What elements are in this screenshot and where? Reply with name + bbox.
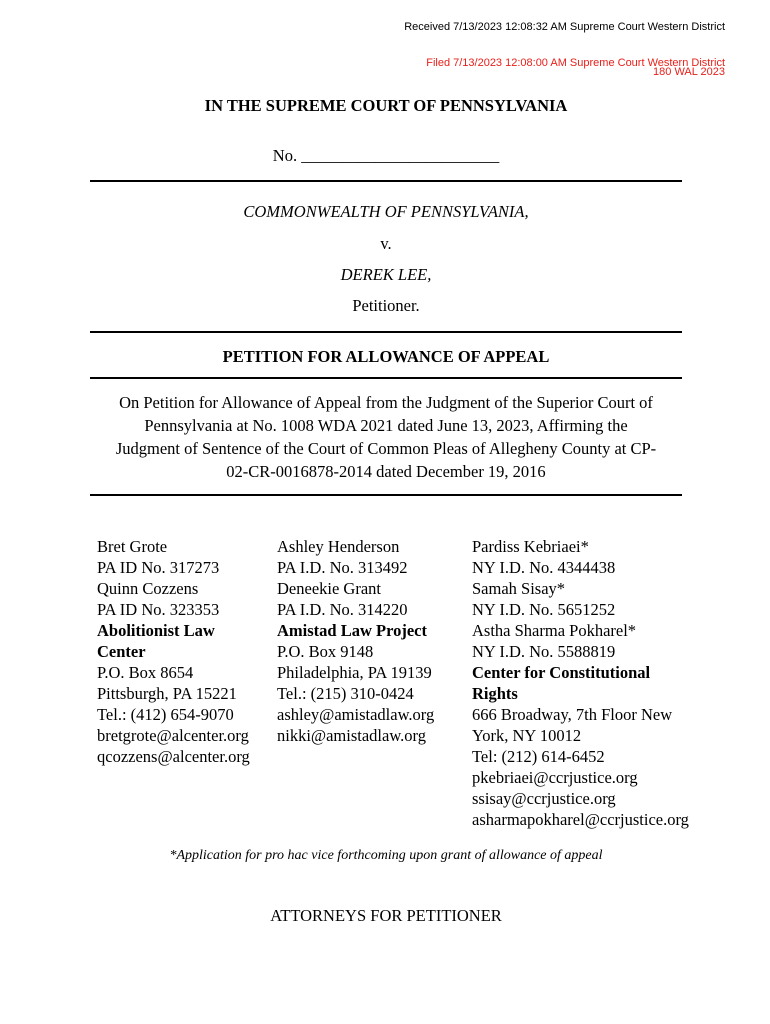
counsel-line: nikki@amistadlaw.org: [277, 726, 427, 745]
counsel-line: Pittsburgh, PA 15221: [97, 684, 237, 703]
petition-subtitle: [90, 391, 682, 483]
counsel-line: NY I.D. No. 4344438: [472, 558, 616, 577]
counsel-line: PA ID No. 317273: [97, 558, 220, 577]
filed-docket-number: 180 WAL 2023: [653, 66, 725, 78]
filed-stamp: Filed 7/13/2023 12:08:00 AM Supreme Court Western District: [426, 57, 725, 69]
subtitle-line: Judgment of Sentence of the Court of Common Pleas of Allegheny County at CP-: [115, 439, 657, 458]
counsel-line: 666 Broadway, 7th Floor New: [472, 705, 673, 724]
counsel-line: PA I.D. No. 313492: [277, 558, 408, 577]
docket-number: No. ________________________: [272, 146, 500, 165]
counsel-line: Rights: [472, 684, 518, 703]
counsel-block-abolitionist-law-center: [97, 536, 267, 767]
counsel-line: NY I.D. No. 5588819: [472, 642, 616, 661]
counsel-line: PA I.D. No. 314220: [277, 600, 408, 619]
counsel-line: Ashley Henderson: [277, 537, 400, 556]
caption-role: Petitioner.: [352, 296, 420, 315]
subtitle-line: Pennsylvania at No. 1008 WDA 2021 dated June 13, 2023, Affirming the: [144, 416, 628, 435]
footnote: *Application for pro hac vice forthcoming upon grant of allowance of appeal: [169, 848, 603, 863]
counsel-line: Tel: (212) 614-6452: [472, 747, 605, 766]
counsel-line: Pardiss Kebriaei*: [472, 537, 589, 556]
counsel-line: NY I.D. No. 5651252: [472, 600, 616, 619]
counsel-line: Abolitionist Law: [97, 621, 215, 640]
counsel-line: Center: [97, 642, 146, 661]
caption-party-respondent: COMMONWEALTH OF PENNSYLVANIA,: [243, 202, 529, 221]
counsel-line: P.O. Box 8654: [97, 663, 194, 682]
court-title: IN THE SUPREME COURT OF PENNSYLVANIA: [204, 96, 568, 115]
divider: [90, 180, 682, 182]
divider: [90, 377, 682, 379]
counsel-block-center-for-constitutional-rights: [472, 536, 712, 830]
counsel-line: Tel.: (215) 310-0424: [277, 684, 414, 703]
subtitle-line: 02-CR-0016878-2014 dated December 19, 2016: [226, 462, 546, 481]
counsel-line: Philadelphia, PA 19139: [277, 663, 432, 682]
counsel-line: Quinn Cozzens: [97, 579, 199, 598]
divider: [90, 331, 682, 333]
counsel-line: P.O. Box 9148: [277, 642, 374, 661]
caption-party-petitioner: DEREK LEE,: [340, 265, 432, 284]
counsel-line: Samah Sisay*: [472, 579, 566, 598]
counsel-line: Amistad Law Project: [277, 621, 427, 640]
attorneys-label: ATTORNEYS FOR PETITIONER: [270, 906, 502, 925]
counsel-line: asharmapokharel@ccrjustice.org: [472, 810, 689, 829]
counsel-line: ssisay@ccrjustice.org: [472, 789, 616, 808]
counsel-line: PA ID No. 323353: [97, 600, 220, 619]
counsel-line: Tel.: (412) 654-9070: [97, 705, 234, 724]
counsel-line: Deneekie Grant: [277, 579, 381, 598]
counsel-line: pkebriaei@ccrjustice.org: [472, 768, 638, 787]
counsel-line: Center for Constitutional: [472, 663, 651, 682]
counsel-line: qcozzens@alcenter.org: [97, 747, 250, 766]
subtitle-line: On Petition for Allowance of Appeal from the Judgment of the Superior Court of: [119, 393, 653, 412]
counsel-block-amistad-law-project: [277, 536, 462, 746]
petition-title: PETITION FOR ALLOWANCE OF APPEAL: [222, 347, 550, 366]
caption-versus: v.: [380, 234, 392, 253]
counsel-line: bretgrote@alcenter.org: [97, 726, 249, 745]
divider: [90, 494, 682, 496]
counsel-line: York, NY 10012: [472, 726, 582, 745]
received-stamp: Received 7/13/2023 12:08:32 AM Supreme Court Western District: [404, 21, 725, 33]
counsel-line: ashley@amistadlaw.org: [277, 705, 435, 724]
counsel-line: Bret Grote: [97, 537, 168, 556]
counsel-line: Astha Sharma Pokharel*: [472, 621, 637, 640]
